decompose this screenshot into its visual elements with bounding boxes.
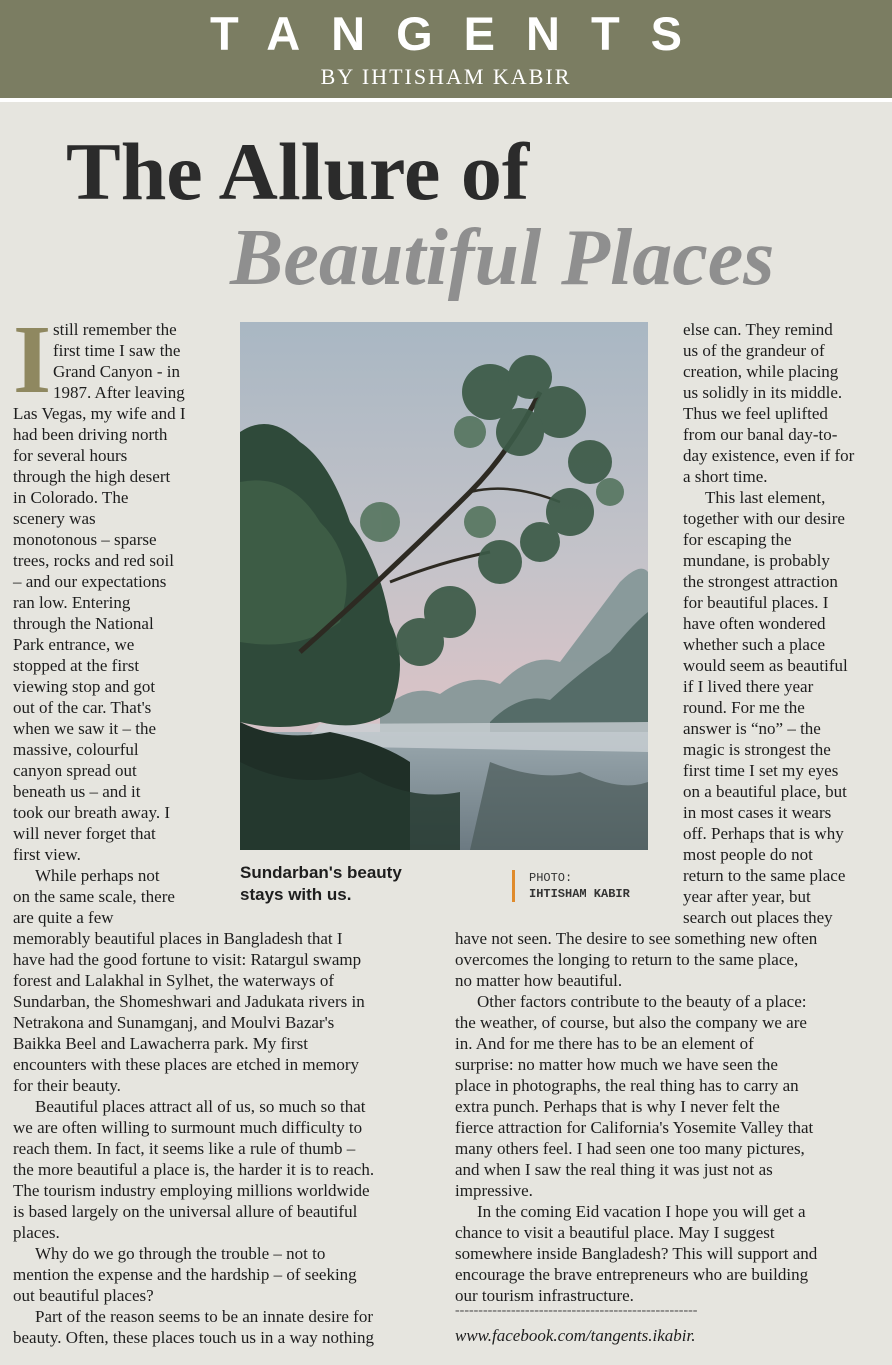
text-line: place in photographs, the real thing has to carry an [455,1076,799,1095]
text-line: else can. They remind [683,320,833,339]
text-line: off. Perhaps that is why [683,824,844,843]
text-line: have had the good fortune to visit: Ratargul swamp [13,950,362,969]
text-line: reach them. In fact, it seems like a rule of thumb – [13,1139,356,1158]
text-line: extra punch. Perhaps that is why I never felt the [455,1097,780,1116]
text-line: ran low. Entering [13,593,131,612]
text-line: Park entrance, we [13,635,135,654]
text-line: creation, while placing [683,362,839,381]
masthead-byline: BY IHTISHAM KABIR [320,64,572,89]
text-line: us of the grandeur of [683,341,825,360]
text-line: forest and Lalakhal in Sylhet, the waterways of [13,971,335,990]
text-line: stopped at the first [13,656,140,675]
text-line: monotonous – sparse [13,530,157,549]
text-line: While perhaps not [35,866,160,885]
text-line: through the National [13,614,154,633]
text-line: trees, rocks and red soil [13,551,174,570]
photo-credit [512,870,630,902]
text-line: for several hours [13,446,128,465]
text-line: first time I set my eyes [683,761,839,780]
text-line: impressive. [455,1181,533,1200]
headline-line-1: The Allure of [66,126,530,217]
text-line: round. For me the [683,698,805,717]
text-line: Grand Canyon - in [53,362,181,381]
text-line: Baikka Beel and Lawacherra park. My first [13,1034,309,1053]
text-line: 1987. After leaving [53,383,185,402]
text-line: This last element, [705,488,826,507]
text-line: beneath us – and it [13,782,141,801]
footer-separator: ---------------------------------------------------- [455,1303,698,1318]
text-line: in most cases it wears [683,803,832,822]
text-line: somewhere inside Bangladesh? This will support and [455,1244,818,1263]
text-line: answer is “no” – the [683,719,821,738]
text-line: viewing stop and got [13,677,156,696]
text-line: fierce attraction for California's Yosemite Valley that [455,1118,814,1137]
masthead-divider [0,98,892,102]
text-line: The tourism industry employing millions worldwide [13,1181,370,1200]
text-line: mundane, is probably [683,551,830,570]
text-line: beauty. Often, these places touch us in a way nothing [13,1328,374,1347]
text-line: have not seen. The desire to see something new often [455,929,818,948]
text-line: Beautiful places attract all of us, so much so that [35,1097,366,1116]
text-line: – and our expectations [13,572,167,591]
text-line: still remember the [53,320,177,339]
text-line: are quite a few [13,908,114,927]
footer-link[interactable]: www.facebook.com/tangents.ikabir. [455,1326,696,1345]
text-line: in Colorado. The [13,488,129,507]
text-line: encourage the brave entrepreneurs who are building [455,1265,809,1284]
text-line: out of the car. That's [13,698,152,717]
text-line: Other factors contribute to the beauty of a place: [477,992,807,1011]
column-1 [13,306,233,928]
text-line: return to the same place [683,866,846,885]
drop-cap: I [13,306,52,414]
text-line: whether such a place [683,635,826,654]
text-line: memorably beautiful places in Bangladesh that I [13,929,343,948]
masthead [0,0,892,98]
text-line: search out places they [683,908,833,927]
text-line: surprise: no matter how much we have seen the [455,1055,778,1074]
text-line: Sundarban, the Shomeshwari and Jadukata rivers in [13,992,365,1011]
text-line: is based largely on the universal allure of beautiful [13,1202,358,1221]
photo-caption [240,862,440,906]
column-bottom-left [13,928,443,1348]
text-line: on the same scale, there [13,887,175,906]
text-line: mention the expense and the hardship – of seeking [13,1265,357,1284]
column-bottom-right [455,928,887,1306]
text-line: for beautiful places. I [683,593,829,612]
text-line: for their beauty. [13,1076,121,1095]
credit-label: PHOTO: [529,871,573,885]
text-line: and when I saw the real thing it was just not as [455,1160,773,1179]
text-line: would seem as beautiful [683,656,848,675]
text-line: took our breath away. I [13,803,171,822]
text-line: Netrakona and Sunamganj, and Moulvi Bazar's [13,1013,335,1032]
text-line: many others feel. I had seen one too many pictures, [455,1139,805,1158]
text-line: no matter how beautiful. [455,971,623,990]
text-line: the more beautiful a place is, the harder it is to reach. [13,1160,375,1179]
text-line: out beautiful places? [13,1286,154,1305]
text-line: we are often willing to surmount much difficulty to [13,1118,363,1137]
text-line: the weather, of course, but also the company we are [455,1013,807,1032]
text-line: scenery was [13,509,96,528]
text-line: when we saw it – the [13,719,157,738]
text-line: in. And for me there has to be an element of [455,1034,754,1053]
text-line: In the coming Eid vacation I hope you will get a [477,1202,806,1221]
text-line: the strongest attraction [683,572,838,591]
caption-line: Sundarban's beauty [240,863,402,882]
text-line: if I lived there year [683,677,814,696]
text-line: canyon spread out [13,761,137,780]
masthead-title: TANGENTS [209,7,713,60]
text-line: encounters with these places are etched in memory [13,1055,360,1074]
text-line: Why do we go through the trouble – not to [35,1244,326,1263]
text-line: chance to visit a beautiful place. May I suggest [455,1223,775,1242]
credit-name: IHTISHAM KABIR [529,887,630,901]
text-line: most people do not [683,845,813,864]
text-line: year after year, but [683,887,811,906]
text-line: Thus we feel uplifted [683,404,828,423]
text-line: a short time. [683,467,768,486]
text-line: massive, colourful [13,740,139,759]
headline-line-2: Beautiful Places [230,214,775,302]
text-line: together with our desire [683,509,845,528]
text-line: day existence, even if for [683,446,855,465]
text-line: had been driving north [13,425,168,444]
text-line: on a beautiful place, but [683,782,847,801]
text-line: Part of the reason seems to be an innate desire for [35,1307,373,1326]
sundarban-photo [240,322,648,850]
text-line: have often wondered [683,614,826,633]
caption-line: stays with us. [240,885,352,904]
text-line: first time I saw the [53,341,181,360]
text-line: places. [13,1223,60,1242]
text-line: first view. [13,845,81,864]
text-line: our tourism infrastructure. [455,1286,634,1305]
text-line: overcomes the longing to return to the same place, [455,950,799,969]
text-line: magic is strongest the [683,740,831,759]
column-3 [683,319,888,928]
text-line: will never forget that [13,824,156,843]
text-line: through the high desert [13,467,171,486]
text-line: from our banal day-to- [683,425,838,444]
text-line: us solidly in its middle. [683,383,843,402]
text-line: Las Vegas, my wife and I [13,404,186,423]
text-line: for escaping the [683,530,792,549]
article-photo [240,322,648,850]
